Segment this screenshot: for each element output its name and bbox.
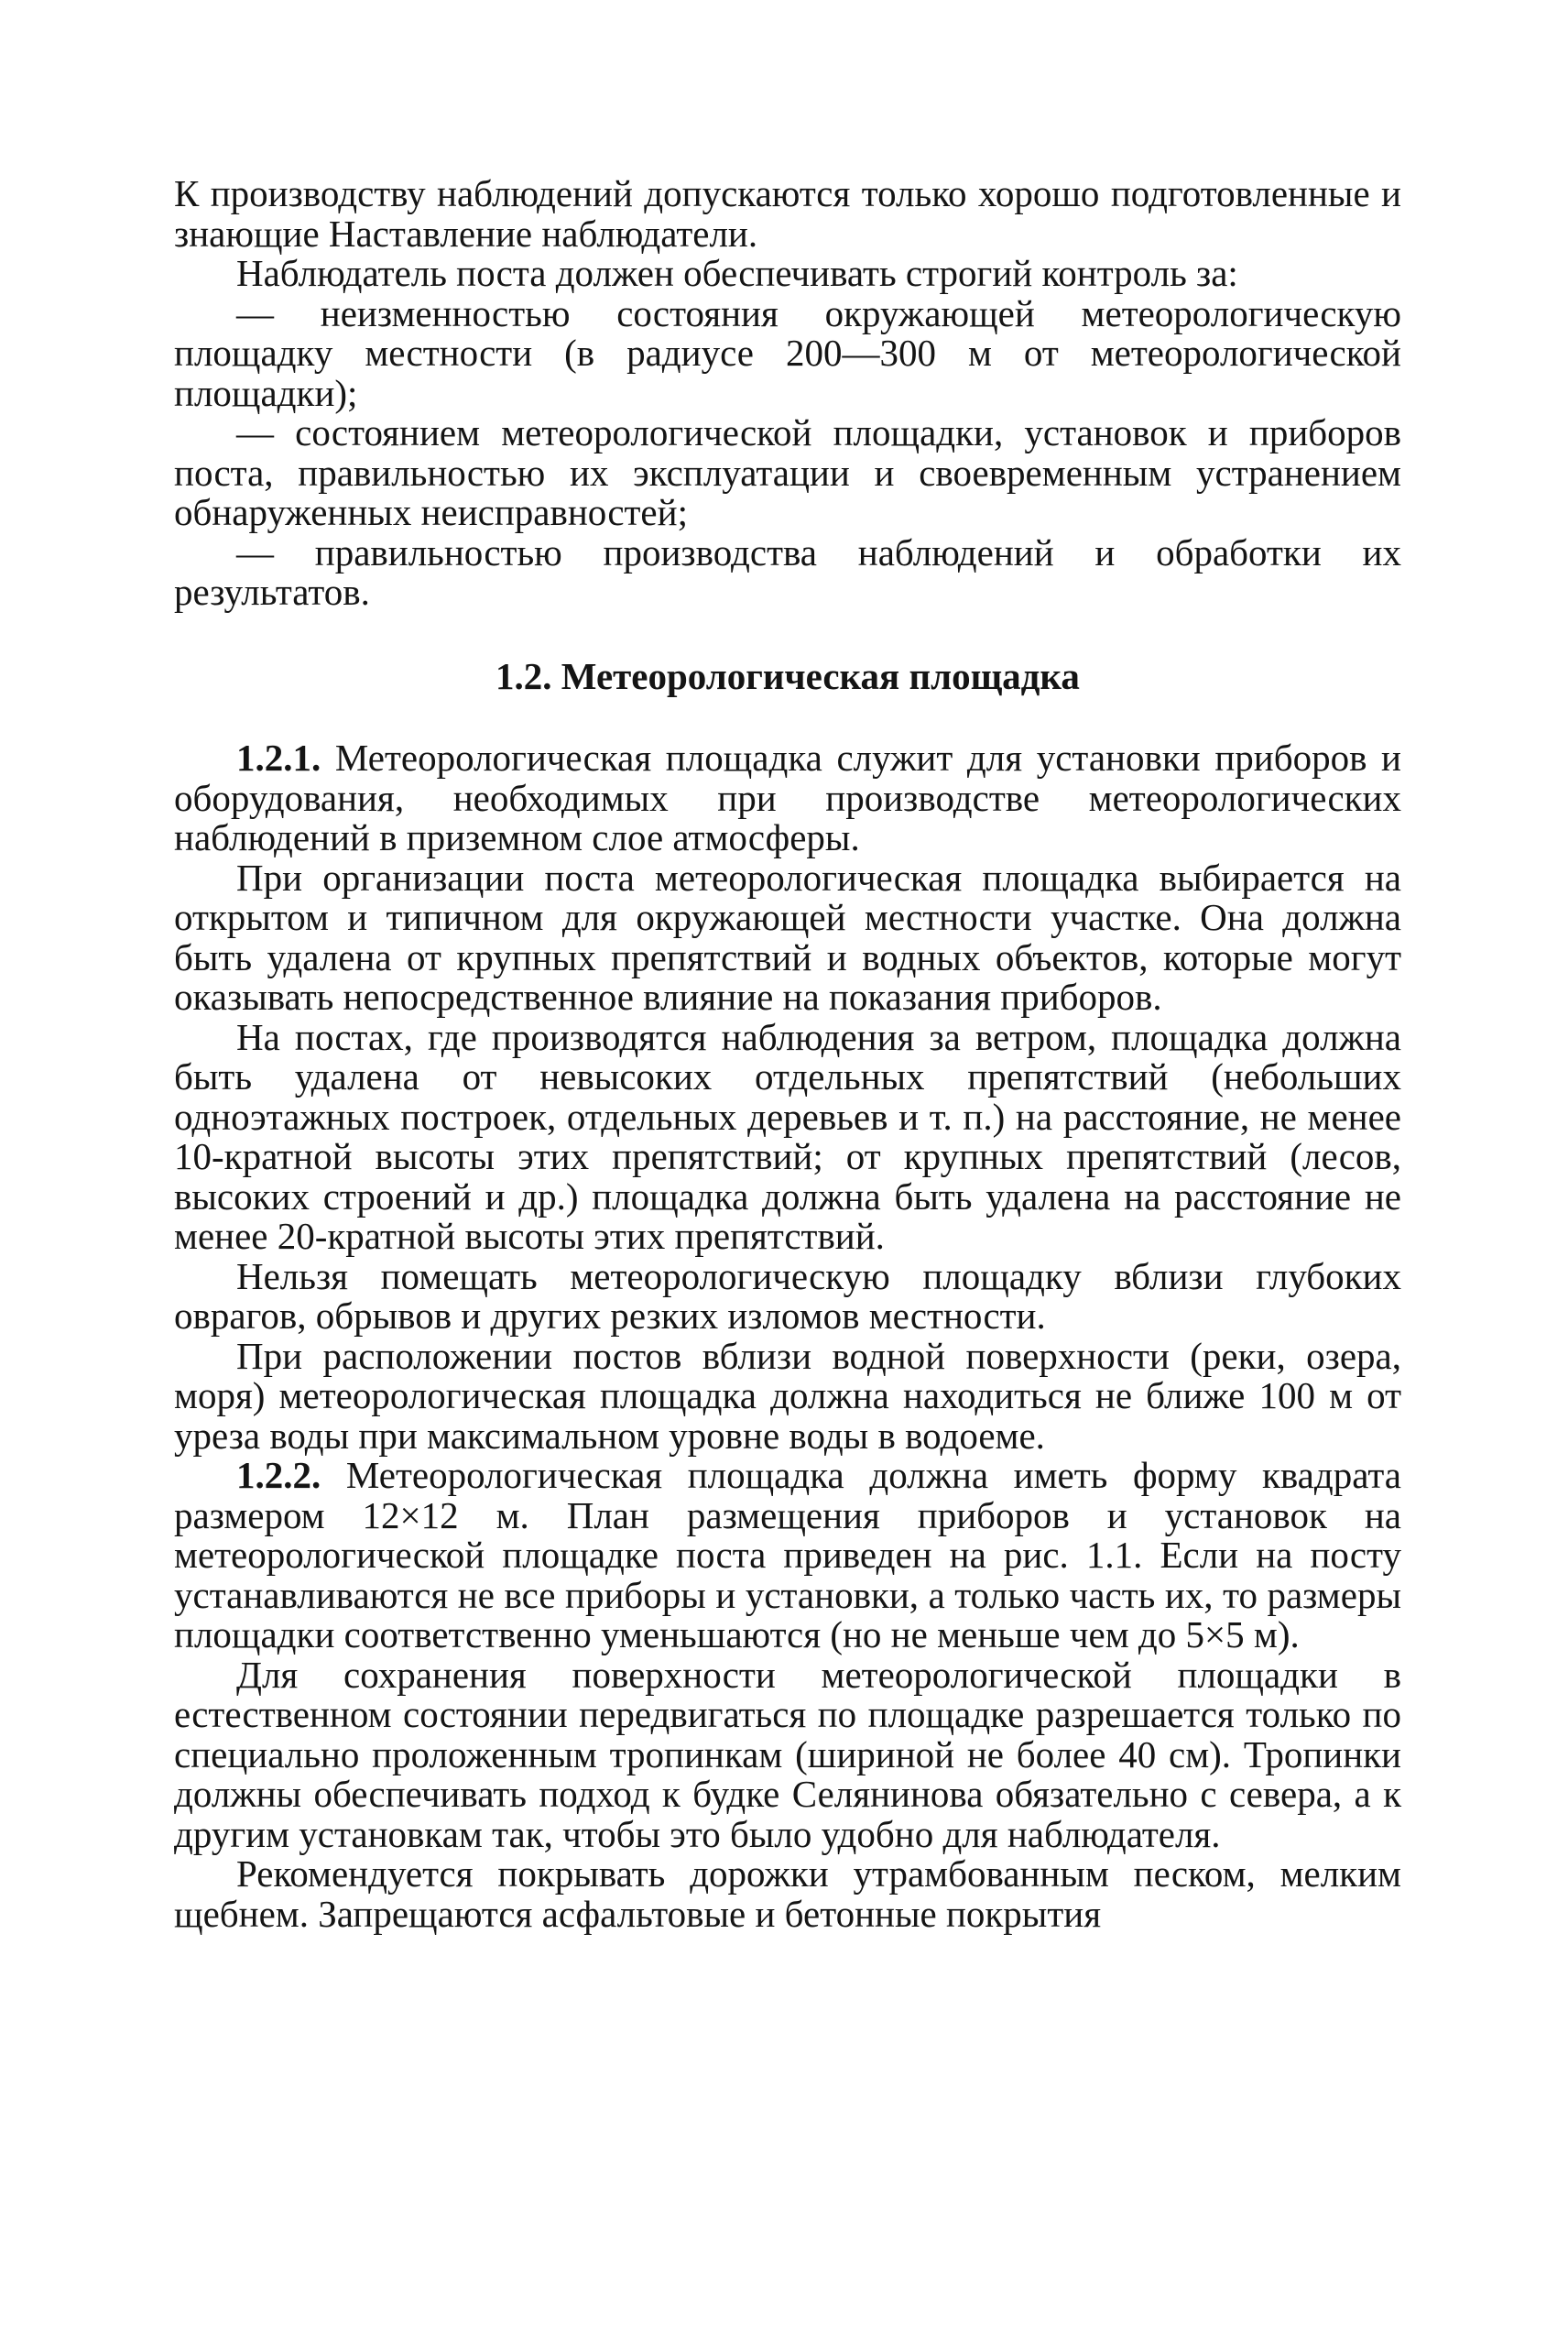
section-heading: 1.2. Метеорологическая площадка [495,654,1080,697]
document-page [174,174,1401,1934]
paragraph-intro: К производству наблюдений допускаются только хорошо подготовленные и знающие Наставление наблюдатели. [174,172,1401,255]
clause-text: Метеорологическая площадка служит для установки приборов и оборудования, необходимых при производстве метеорологических наблюдений в приземном слое атмосферы. [174,737,1401,858]
clause-number: 1.2.2. [236,1454,321,1496]
paragraph-site-selection: При организации поста метеорологическая площадка выбирается на открытом и типичном для окружающей местности участке. Она должна быть удалена от крупных препятствий и водных объектов, которые могут оказывать непосредственное влияние на показания приборов. [174,856,1401,1018]
clause-text: Метеорологическая площадка должна иметь форму квадрата размером 12×12 м. План размещения приборов и установок на метеорологической площадке поста приведен на рис. 1.1. Если на посту устанавливаются не все приборы и установки, а только часть их, то размеры площадки соответственно уменьшаются (но не меньше чем до 5×5 м). [174,1454,1401,1655]
paragraph-coverings: Рекомендуется покрывать дорожки утрамбованным песком, мелким щебнем. Запрещаются асфальтовые и бетонные покрытия [174,1852,1401,1935]
clause-number: 1.2.1. [236,737,321,779]
paragraph-paths: Для сохранения поверхности метеорологической площадки в естественном состоянии передвигаться по площадке разрешается только по специально проложенным тропинкам (шириной не более 40 см). Тропинки должны обеспечивать подход к будке Селянинова обязательно с севера, а к другим установкам так, чтобы это было удобно для наблюдателя. [174,1653,1401,1855]
list-item-terrain: — неизменностью состояния окружающей метеорологическую площадку местности (в радиусе 200—300 м от метеорологической площадки); [174,291,1401,414]
clause-1-2-2 [174,1456,1401,1655]
clause-1-2-1 [174,738,1401,858]
paragraph-ravines: Нельзя помещать метеорологическую площадку вблизи глубоких оврагов, обрывов и других резких изломов местности. [174,1254,1401,1337]
list-item-observations: — правильностью производства наблюдений и обработки их результатов. [174,530,1401,613]
list-item-equipment: — состоянием метеорологической площадки, установок и приборов поста, правильностью их эксплуатации и своевременным устранением обнаруженных неисправностей; [174,411,1401,533]
paragraph-water: При расположении постов вблизи водной поверхности (реки, озера, моря) метеорологическая площадка должна находиться не ближе 100 м от уреза воды при максимальном уровне воды в водоеме. [174,1334,1401,1457]
paragraph-wind-obstacles: На постах, где производятся наблюдения за ветром, площадка должна быть удалена от невысоких отдельных препятствий (небольших одноэтажных построек, отдельных деревьев и т. п.) на расстояние, не менее 10-кратной высоты этих препятствий; от крупных препятствий (лесов, высоких строений и др.) площадка должна быть удалена на расстояние не менее 20-кратной высоты этих препятствий. [174,1015,1401,1257]
paragraph-control: Наблюдатель поста должен обеспечивать строгий контроль за: [236,252,1238,294]
